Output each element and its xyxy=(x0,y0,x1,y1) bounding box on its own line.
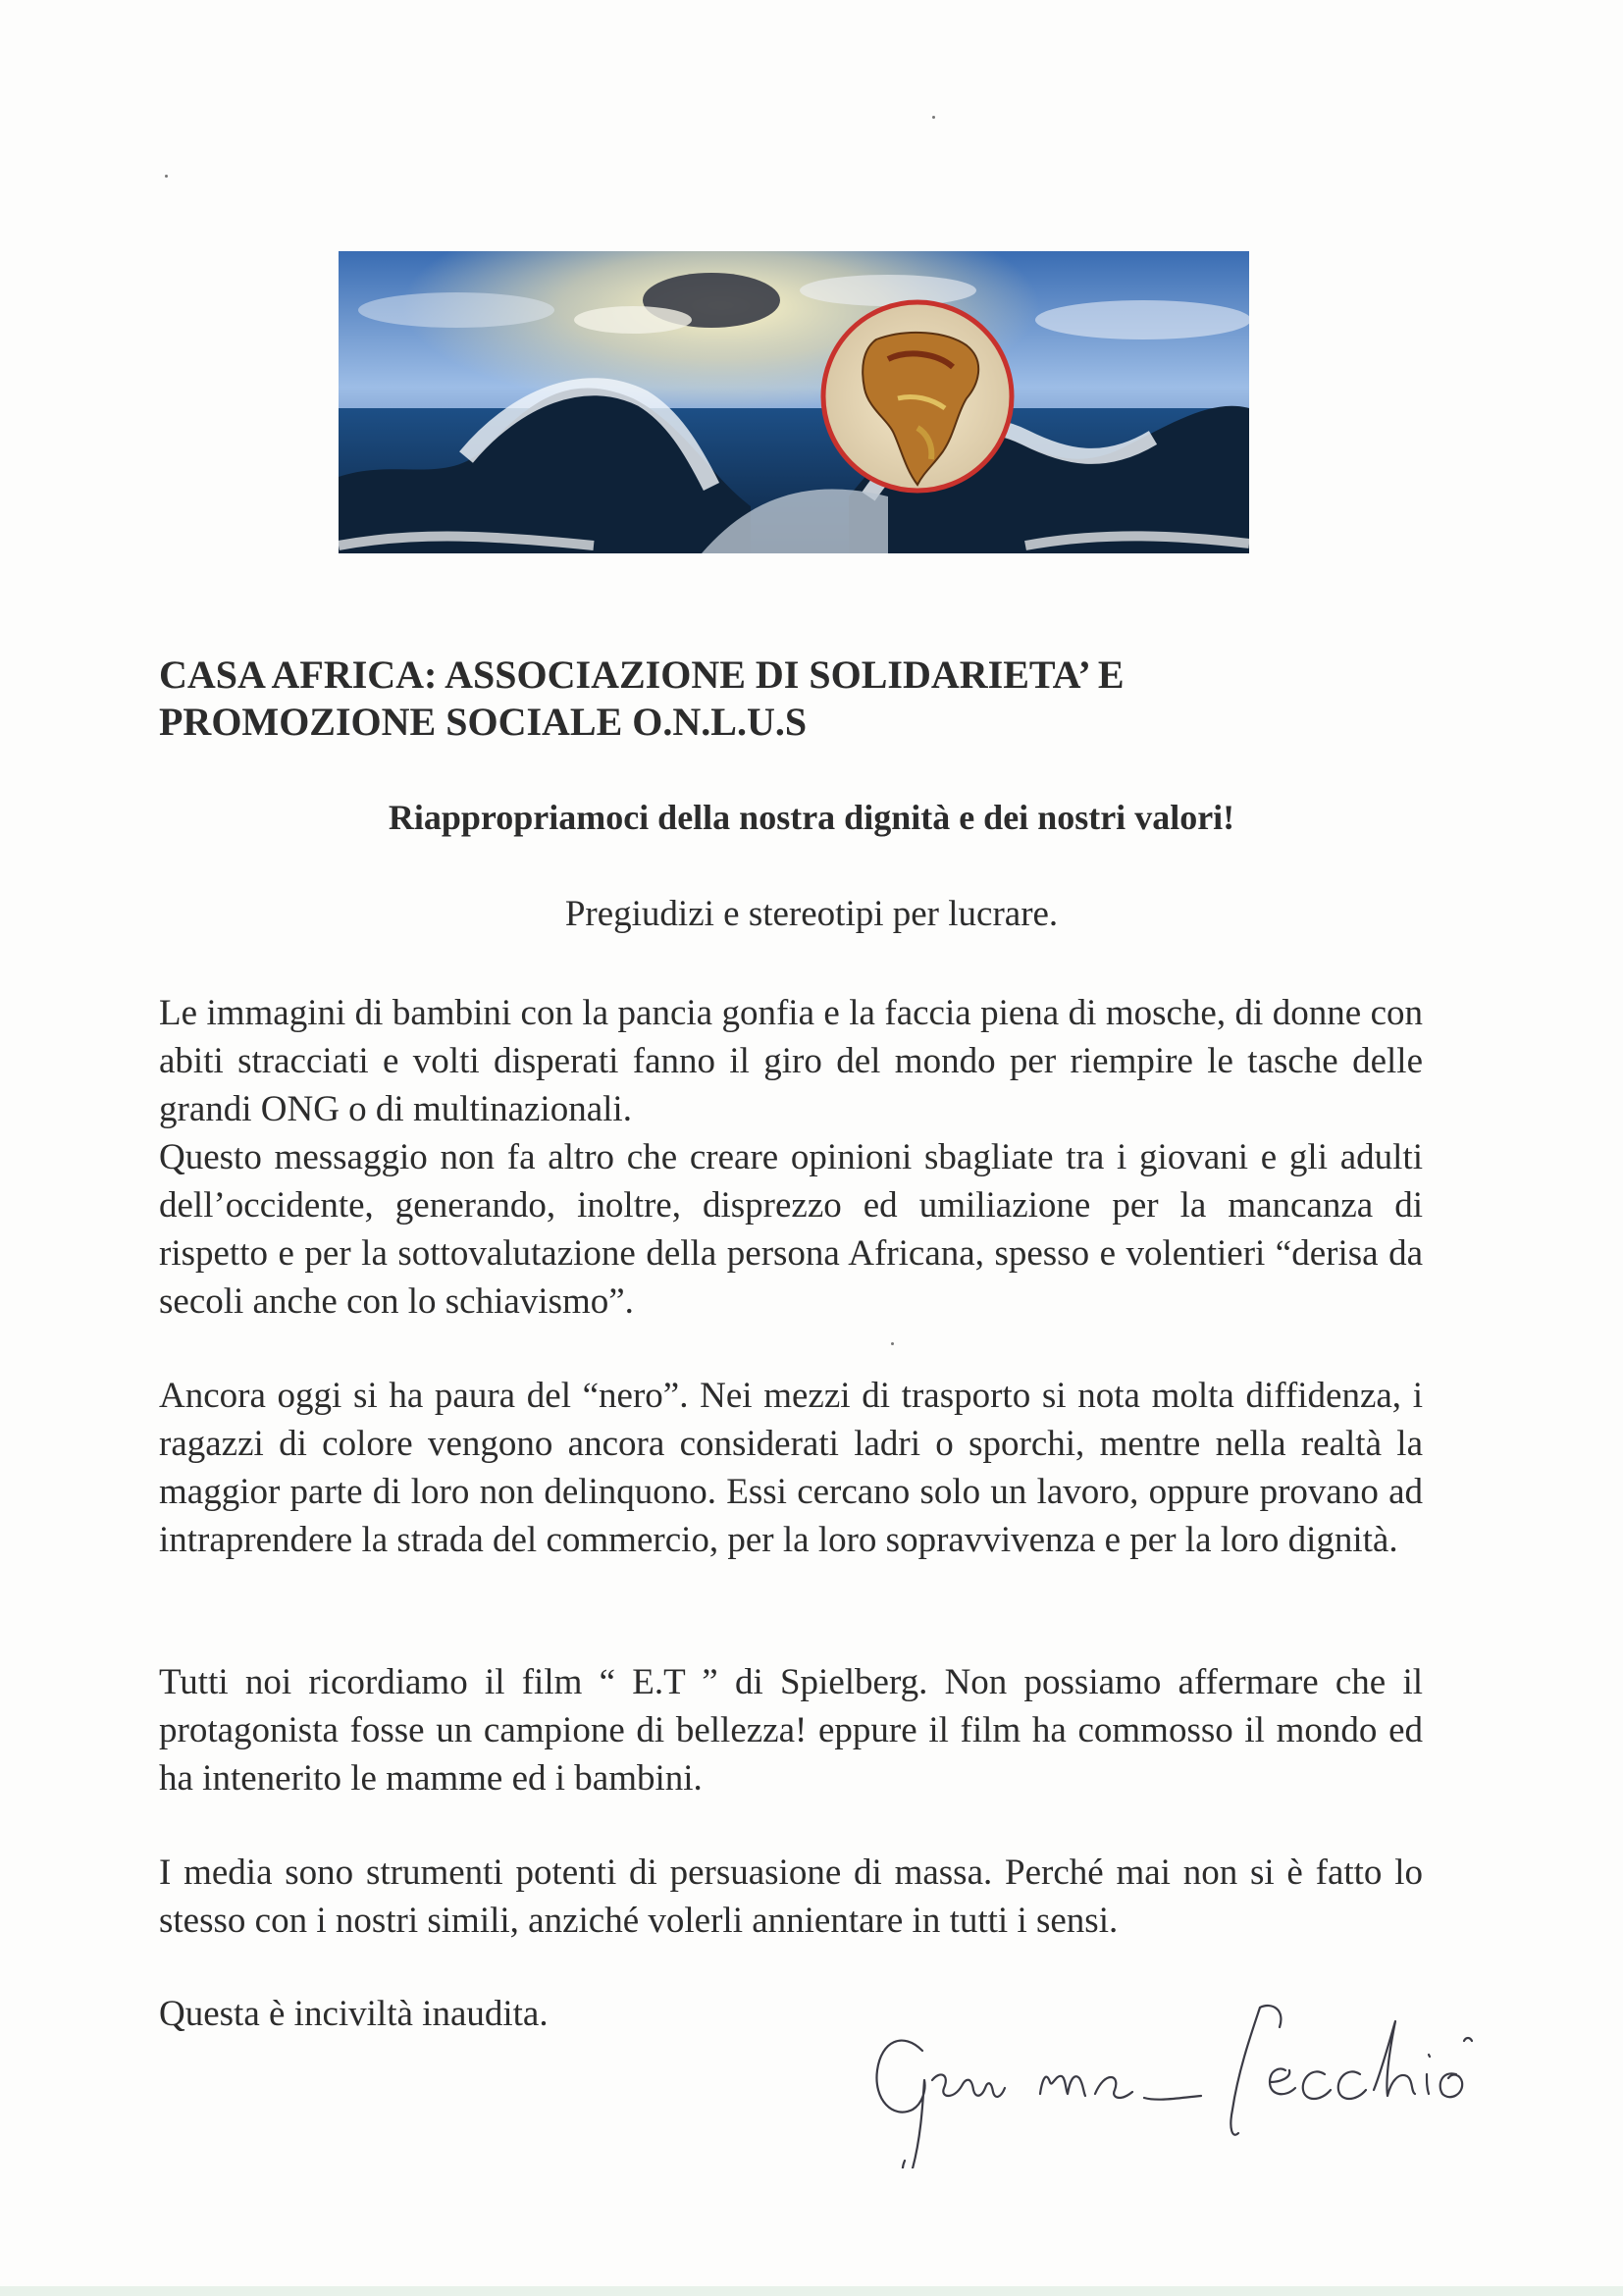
casa-africa-logo xyxy=(823,302,1012,491)
paragraph-1-part-b: Questo messaggio non fa altro che creare opinioni sbagliate tra i giovani e gli adulti dell’occidente, generando, inoltre, disprezzo ed umiliazione per la mancanza di rispetto e per la sottovalutazione della persona Africana, spesso e volentieri “derisa da secoli anche con lo schiavismo”. xyxy=(159,1137,1423,1322)
title-line-1: CASA AFRICA: ASSOCIAZIONE DI SOLIDARIETA’ E xyxy=(159,652,1125,697)
intro-line: Pregiudizi e stereotipi per lucrare. xyxy=(564,894,1059,934)
scan-edge xyxy=(0,2286,1623,2296)
paragraph-4: I media sono strumenti potenti di persuasione di massa. Perché mai non si è fatto lo stesso con i nostri simili, anziché volerli annientare in tutti i sensi. xyxy=(159,1852,1423,1941)
paragraph-2: Ancora oggi si ha paura del “nero”. Nei mezzi di trasporto si nota molta diffidenza, i ragazzi di colore vengono ancora considerati ladri o sporchi, mentre nella realtà la maggior parte di loro non delinquono. Essi cercano solo un lavoro, oppure provano ad intraprendere la strada del commercio, per la loro sopravvivenza e per la loro dignità. xyxy=(159,1376,1423,1560)
scan-speck xyxy=(932,116,935,119)
paragraph-1 xyxy=(159,989,1423,1326)
handwritten-signature xyxy=(864,1972,1550,2168)
paragraph-3: Tutti noi ricordiamo il film “ E.T ” di Spielberg. Non possiamo affermare che il protagonista fosse un campione di bellezza! eppure il film ha commosso il mondo ed ha intenerito le mamme ed i bambini. xyxy=(159,1662,1423,1799)
header-banner-image xyxy=(339,251,1249,553)
scan-speck xyxy=(891,1342,894,1345)
scan-speck xyxy=(165,175,168,178)
closing-line: Questa è inciviltà inaudita. xyxy=(159,1994,549,2034)
title-line-2: PROMOZIONE SOCIALE O.N.L.U.S xyxy=(159,700,808,744)
document-title xyxy=(159,652,1435,746)
document-subtitle: Riappropriamoci della nostra dignità e dei nostri valori! xyxy=(388,798,1235,837)
paragraph-1-part-a: Le immagini di bambini con la pancia gonfia e la faccia piena di mosche, di donne con abiti stracciati e volti disperati fanno il giro del mondo per riempire le tasche delle grandi ONG o di multinazionali. xyxy=(159,993,1423,1129)
